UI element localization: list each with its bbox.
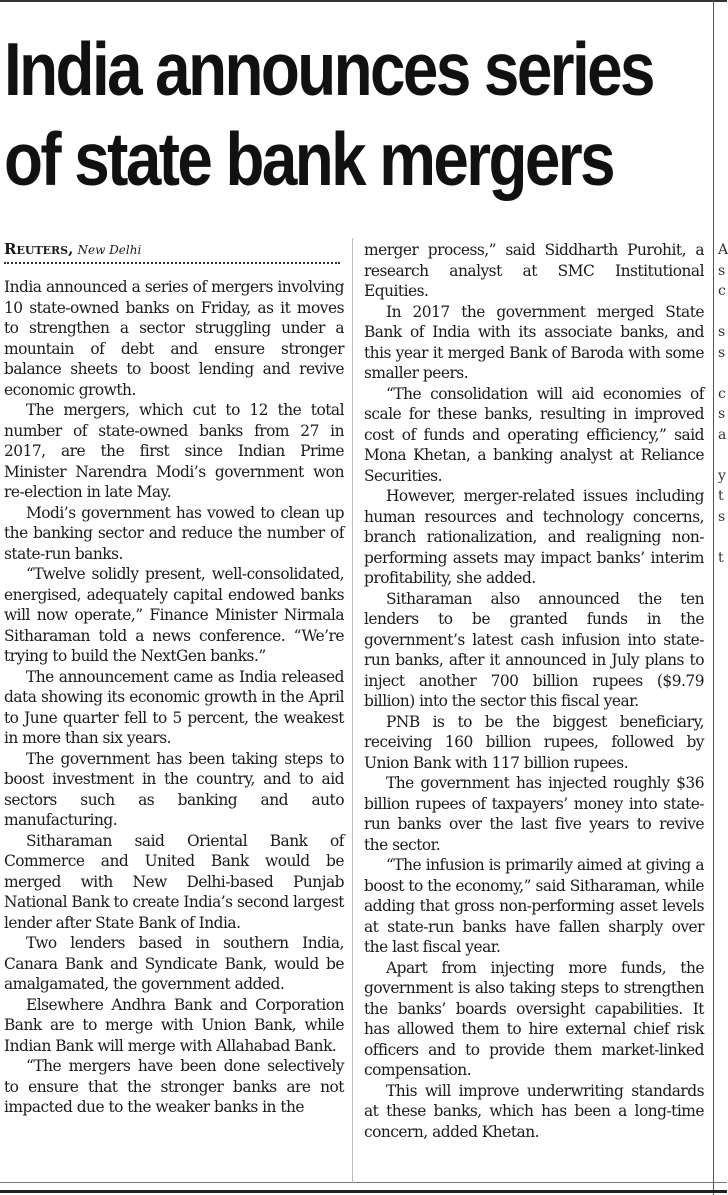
bottom-rule-thin bbox=[0, 1182, 727, 1183]
headline-line-2: of state bank mergers bbox=[4, 117, 613, 201]
paragraph: “The consolidation will aid economies of scale for these banks, resulting in improved cost of funds and operating efficiency,” said Mona Khetan, a banking analyst at Reliance Securities. bbox=[364, 384, 704, 485]
paragraph: In 2017 the government merged State Bank of India with its associate banks, and this year it merged Bank of Baroda with some smaller peers. bbox=[364, 302, 704, 382]
byline-dotted-rule bbox=[4, 262, 340, 264]
article-column-2 bbox=[364, 240, 704, 1142]
edge-letter bbox=[718, 527, 727, 548]
edge-letter: c bbox=[718, 283, 726, 299]
edge-letter: c bbox=[718, 385, 726, 402]
paragraph: PNB is to be the biggest beneficiary, receiving 160 billion rupees, followed by Union Bank with 117 billion rupees. bbox=[364, 712, 704, 772]
paragraph: Sitharaman said Oriental Bank of Commerce and United Bank would be merged with New Delhi-based Punjab National Bank to create India’s second largest lender after State Bank of India. bbox=[4, 831, 344, 932]
paragraph: “Twelve solidly present, well-consolidated, energised, adequately capital endowed banks will now operate,” Finance Minister Nirmala Sitharaman told a news conference. “We’re trying to build the NextGen banks.” bbox=[4, 565, 344, 665]
paragraph: Sitharaman also announced the ten lenders to be granted funds in the government’s latest cash infusion into state-run banks, after it announced in July plans to inject another 700 billion rupees ($9.79 billion) into the sector this fiscal year. bbox=[364, 589, 704, 710]
paragraph: India announced a series of mergers involving 10 state-owned banks on Friday, as it moves to strengthen a sector struggling under a mountain of debt and ensure stronger balance sheets to boost lending and revive economic growth. bbox=[4, 278, 344, 399]
paragraph: The government has been taking steps to boost investment in the country, and to aid sectors such as banking and auto manufacturing. bbox=[4, 749, 344, 829]
paragraph: “The infusion is primarily aimed at giving a boost to the economy,” said Sitharaman, while adding that gross non-performing asset levels at state-run banks have fallen sharply over the last fiscal year. bbox=[364, 856, 704, 956]
headline-line-1: India announces series bbox=[4, 27, 653, 111]
paragraph: Apart from injecting more funds, the government is also taking steps to strengthen the banks’ boards oversight capabilities. It has allowed them to hire external chief risk officers and to provide them market-linked compensation. bbox=[364, 958, 704, 1079]
edge-letter: t bbox=[718, 488, 724, 504]
edge-letter: t bbox=[718, 549, 724, 566]
column-rule-right bbox=[713, 0, 714, 1195]
paragraph: The government has injected roughly $36 billion rupees of taxpayers’ money into state-run banks over the last five years to revive the sector. bbox=[364, 774, 704, 854]
byline bbox=[4, 240, 344, 260]
byline-location: New Delhi bbox=[77, 243, 142, 257]
paragraph: merger process,” said Siddharth Purohit, a research analyst at SMC Institutional Equities. bbox=[364, 241, 704, 300]
edge-letter bbox=[718, 363, 727, 384]
paragraph: This will improve underwriting standards at these banks, which has been a long-time concern, added Khetan. bbox=[364, 1081, 704, 1141]
edge-letter bbox=[718, 302, 727, 323]
edge-letter: s bbox=[718, 508, 726, 525]
article-column-1 bbox=[4, 277, 344, 1118]
paragraph: The mergers, which cut to 12 the total number of state-owned banks from 27 in 2017, are the first since Indian Prime Minister Narendra Modi’s government won re-election in late May. bbox=[4, 401, 344, 501]
edge-letter bbox=[718, 445, 727, 466]
paragraph: Modi’s government has vowed to clean up the banking sector and reduce the number of state-run banks. bbox=[4, 503, 344, 563]
adjacent-column-edge bbox=[718, 240, 727, 568]
paragraph: Two lenders based in southern India, Canara Bank and Syndicate Bank, would be amalgamated, the government added. bbox=[4, 934, 344, 993]
column-divider bbox=[352, 238, 353, 1183]
edge-letter: A bbox=[718, 242, 728, 258]
paragraph: “The mergers have been done selectively to ensure that the stronger banks are not impacted due to the weaker banks in the bbox=[4, 1057, 344, 1116]
bottom-rule bbox=[0, 1190, 727, 1193]
edge-letter: s bbox=[718, 406, 726, 422]
paragraph: Elsewhere Andhra Bank and Corporation Bank are to merge with Union Bank, while Indian Bank will merge with Allahabad Bank. bbox=[4, 995, 344, 1055]
article-headline bbox=[4, 24, 653, 204]
paragraph: The announcement came as India released data showing its economic growth in the April to June quarter fell to 5 percent, the weakest in more than six years. bbox=[4, 667, 344, 747]
edge-letter: a bbox=[718, 426, 727, 443]
paragraph: However, merger-related issues including human resources and technology concerns, branch rationalization, and realigning non-performing assets may impact banks’ interim profitability, she added. bbox=[364, 487, 704, 587]
edge-letter: y bbox=[718, 467, 726, 484]
top-rule bbox=[0, 0, 727, 2]
byline-agency: Reuters, bbox=[4, 240, 74, 258]
edge-letter: s bbox=[718, 324, 726, 340]
edge-letter: s bbox=[718, 344, 726, 361]
edge-letter: s bbox=[718, 262, 726, 279]
